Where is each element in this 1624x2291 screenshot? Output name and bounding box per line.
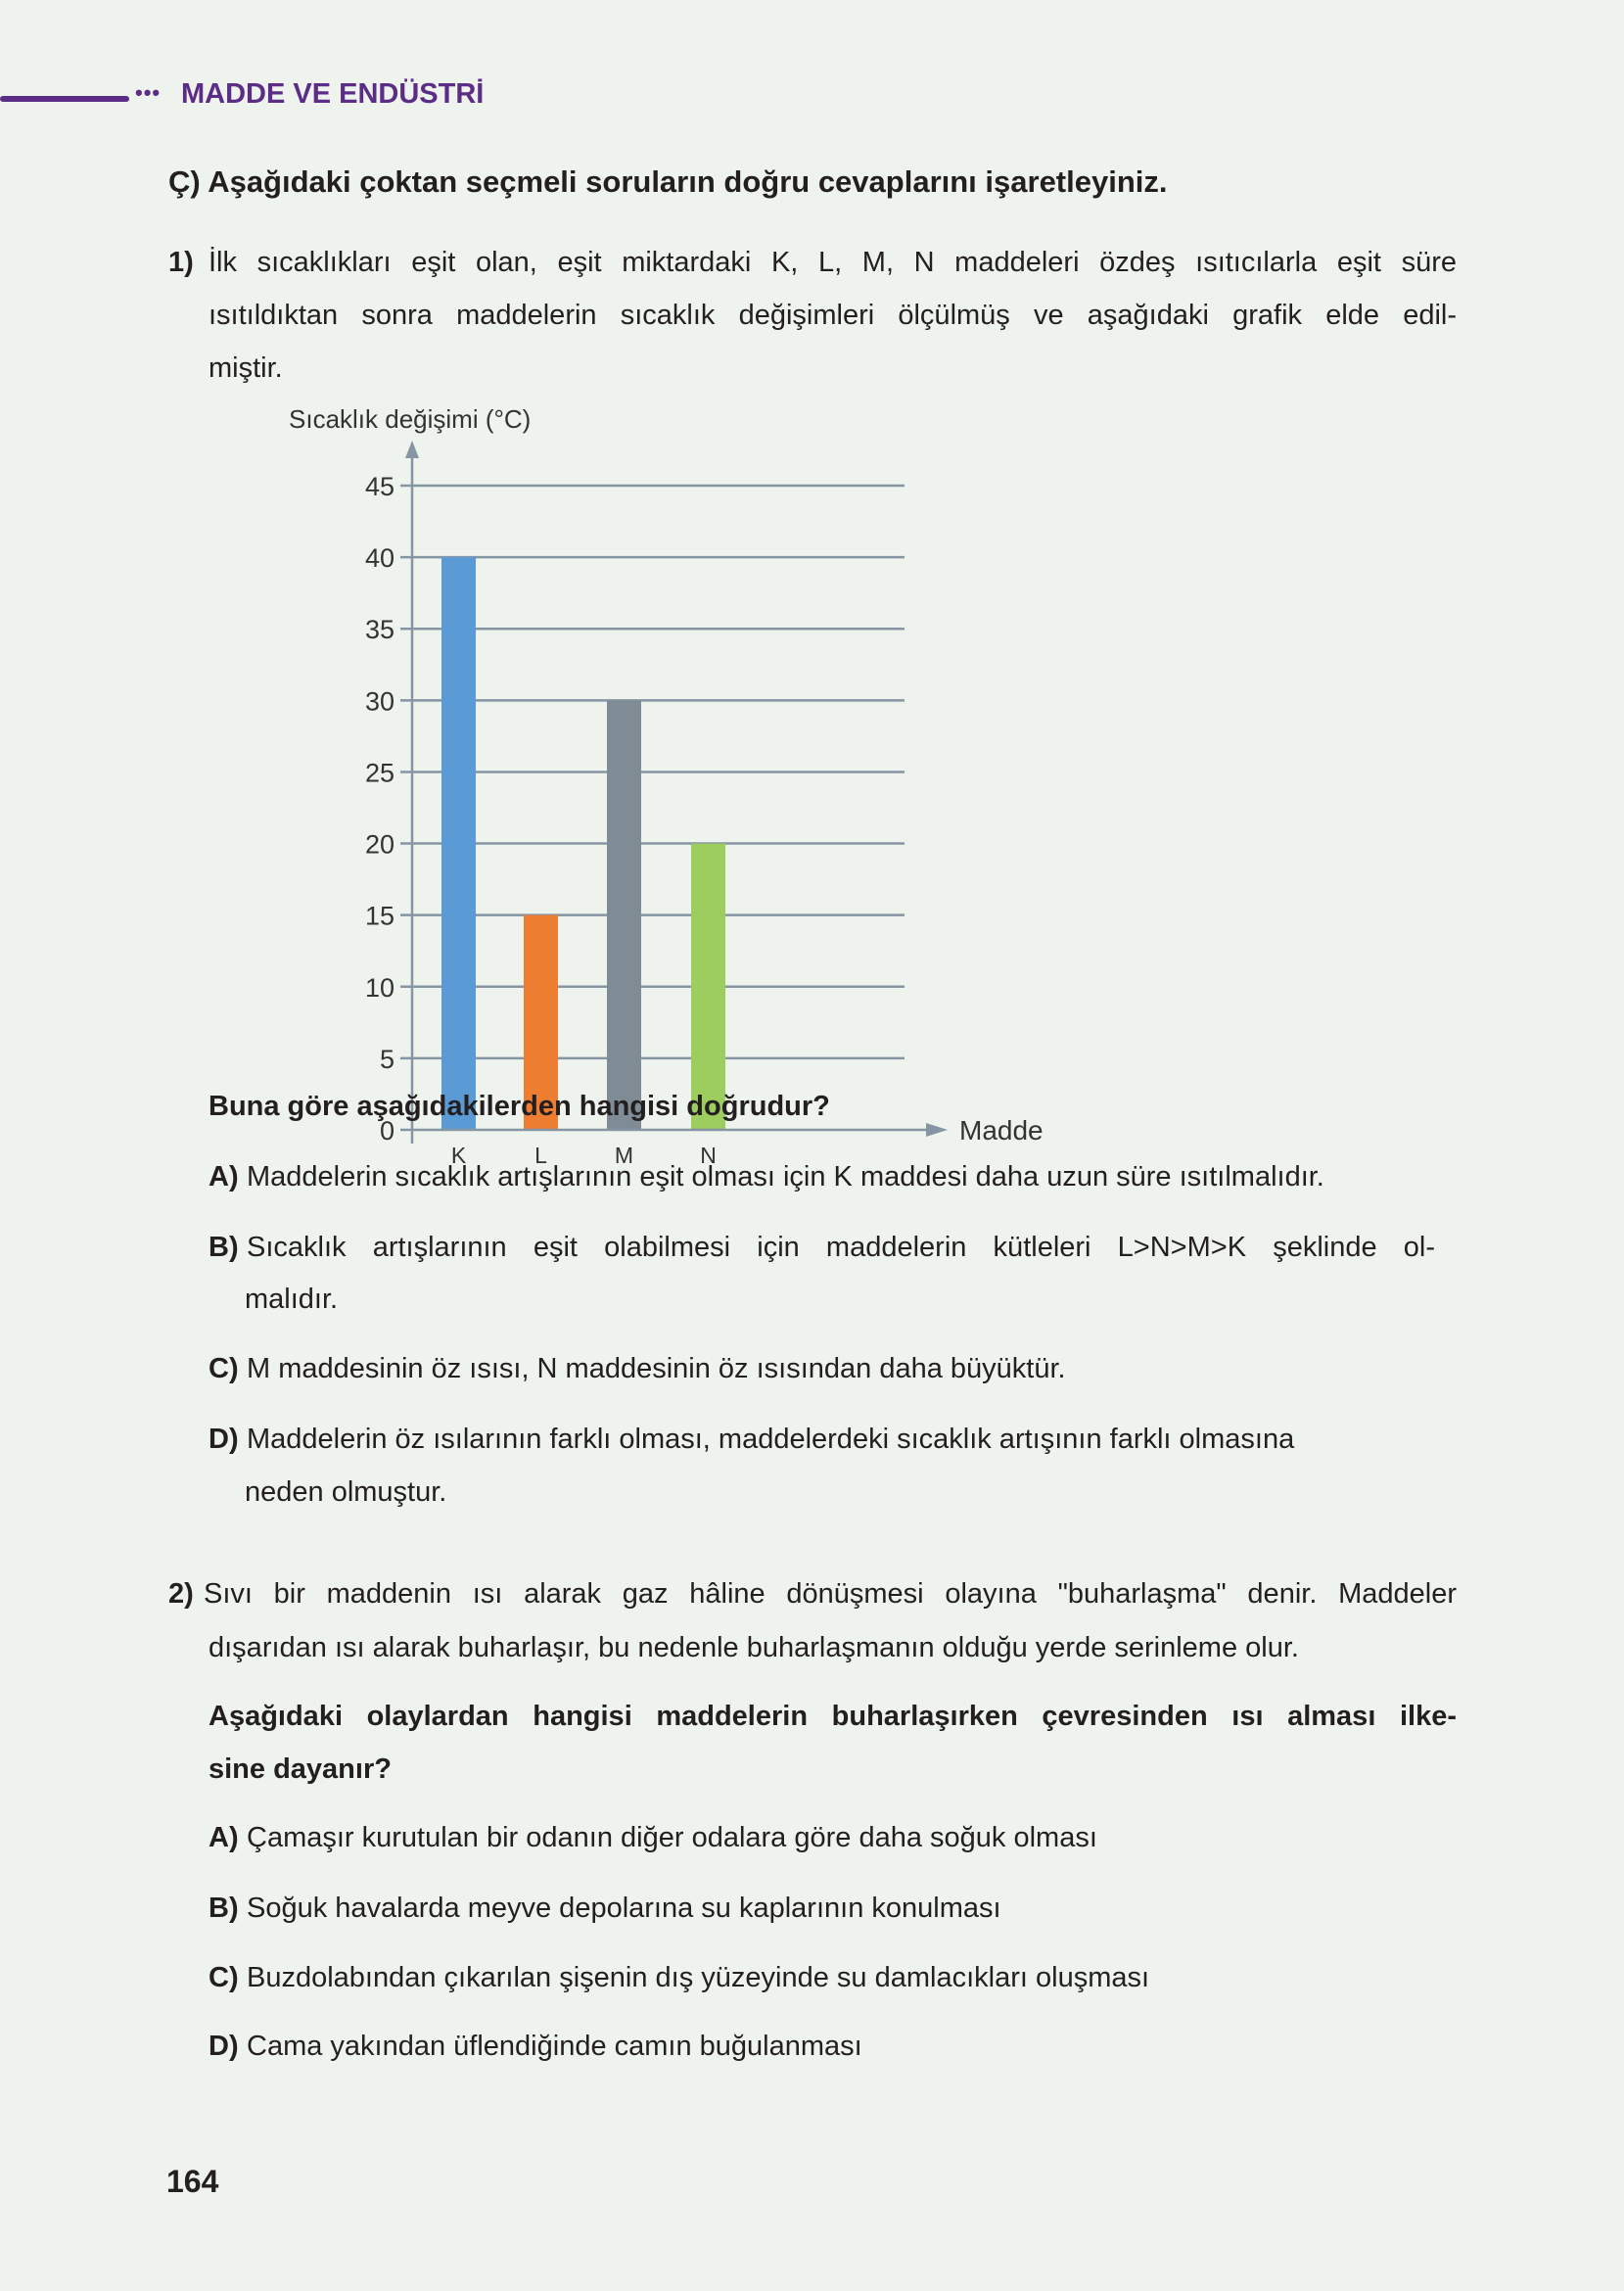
q1-option-d-cont[interactable]: neden olmuştur. <box>245 1476 447 1508</box>
y-axis-arrow-icon <box>405 441 419 458</box>
q2-question: Aşağıdaki olaylardan hangisi maddelerin buharlaşırken çevresinden ısı alması ilke- <box>209 1701 1457 1732</box>
q2-option-label[interactable]: B) <box>209 1893 239 1924</box>
x-tick-label: N <box>700 1143 717 1168</box>
q1-option-b-cont[interactable]: malıdır. <box>245 1284 339 1315</box>
q1-option-label[interactable]: A) <box>209 1161 239 1192</box>
section-label: Ç) <box>168 164 201 199</box>
x-tick-label: K <box>450 1143 467 1168</box>
q2-option-b[interactable]: Soğuk havalarda meyve depolarına su kaplarının konulması <box>247 1893 1001 1924</box>
q2-option-d[interactable]: Cama yakından üflendiğinde camın buğulanması <box>247 2031 862 2062</box>
q1-option-a[interactable]: Maddelerin sıcaklık artışlarının eşit olması için K maddesi daha uzun süre ısıtılmalıdır. <box>247 1161 1324 1192</box>
q2-option-label[interactable]: A) <box>209 1822 239 1853</box>
y-tick-label: 25 <box>364 758 394 788</box>
bar-N <box>691 844 725 1130</box>
q1-option-label[interactable]: D) <box>209 1424 239 1455</box>
x-tick-label: L <box>534 1143 547 1168</box>
header-dots: ••• <box>135 80 162 105</box>
x-axis-arrow-icon <box>926 1123 948 1137</box>
q1-option-label[interactable]: C) <box>209 1353 239 1384</box>
x-axis-label: Madde <box>959 1115 1044 1146</box>
q1-line: İlk sıcaklıkları eşit olan, eşit miktardaki K, L, M, N maddeleri özdeş ısıtıcılarla eşit süre <box>209 247 1457 278</box>
q2-option-label[interactable]: C) <box>209 1962 239 1993</box>
q1-option-c[interactable]: M maddesinin öz ısısı, N maddesinin öz ısısından daha büyüktür. <box>247 1353 1066 1384</box>
q2-option-a[interactable]: Çamaşır kurutulan bir odanın diğer odalara göre daha soğuk olması <box>247 1822 1097 1853</box>
page-number: 164 <box>166 2164 219 2199</box>
bar-M <box>607 700 641 1130</box>
y-tick-label: 10 <box>364 972 394 1003</box>
bar-K <box>441 557 476 1130</box>
x-tick-label: M <box>614 1143 634 1168</box>
q1-option-b[interactable]: Sıcaklık artışlarının eşit olabilmesi için maddelerin kütleleri L>N>M>K şeklinde ol- <box>247 1232 1435 1263</box>
q1-option-d[interactable]: Maddelerin öz ısılarının farklı olması, maddelerdeki sıcaklık artışının farklı olmasına <box>247 1424 1295 1455</box>
q1-option-label[interactable]: B) <box>209 1232 239 1263</box>
q1-question: Buna göre aşağıdakilerden hangisi doğrudur? <box>209 1091 830 1122</box>
y-tick-label: 40 <box>364 543 394 574</box>
y-tick-label: 35 <box>364 615 394 645</box>
y-tick-label: 0 <box>379 1116 394 1146</box>
q1-line: miştir. <box>209 352 283 384</box>
y-tick-label: 20 <box>364 829 394 860</box>
y-tick-label: 45 <box>364 472 394 501</box>
q2-line: Sıvı bir maddenin ısı alarak gaz hâline dönüşmesi olayına "buharlaşma" denir. Maddeler <box>204 1578 1457 1610</box>
q1-number: 1) <box>168 247 194 278</box>
section-text: Aşağıdaki çoktan seçmeli soruların doğru cevaplarını işaretleyiniz. <box>208 164 1168 199</box>
y-tick-label: 30 <box>364 686 394 717</box>
q1-line: ısıtıldıktan sonra maddelerin sıcaklık değişimleri ölçülmüş ve aşağıdaki grafik elde edil- <box>209 300 1457 331</box>
q2-line: dışarıdan ısı alarak buharlaşır, bu nedenle buharlaşmanın olduğu yerde serinleme olur. <box>209 1632 1299 1663</box>
q2-option-c[interactable]: Buzdolabından çıkarılan şişenin dış yüzeyinde su damlacıkları oluşması <box>247 1962 1150 1993</box>
q2-option-label[interactable]: D) <box>209 2031 239 2062</box>
q2-question-cont: sine dayanır? <box>209 1753 392 1785</box>
q2-number: 2) <box>168 1578 194 1610</box>
y-tick-label: 5 <box>379 1044 394 1074</box>
y-tick-label: 15 <box>364 901 394 931</box>
y-axis-label: Sıcaklık değişimi (°C) <box>289 404 532 434</box>
chapter-title: MADDE VE ENDÜSTRİ <box>181 78 485 110</box>
